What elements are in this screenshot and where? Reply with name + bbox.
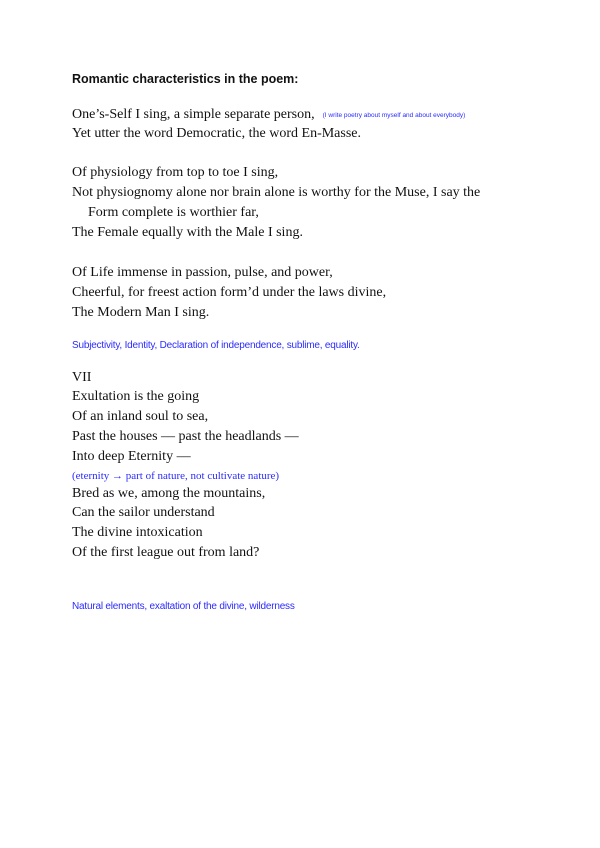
poem-line: Can the sailor understand [72, 505, 215, 520]
annotation: (I write poetry about myself and about everybody) [322, 112, 466, 119]
poem-line: Cheerful, for freest action form’d under the laws divine, [72, 285, 387, 300]
poem-line: The Modern Man I sing. [72, 305, 210, 320]
poem-line: The Female equally with the Male I sing. [72, 225, 303, 240]
poem-line: Of physiology from top to toe I sing, [72, 165, 279, 180]
section-numeral: VII [72, 370, 92, 385]
annotation: Subjectivity, Identity, Declaration of independence, sublime, equality. [72, 340, 360, 351]
heading: Romantic characteristics in the poem: [72, 72, 299, 86]
poem-line: Into deep Eternity — [72, 449, 191, 464]
annotation: Natural elements, exaltation of the divine, wilderness [72, 601, 295, 612]
poem-line: Of the first league out from land? [72, 545, 260, 560]
annotation: (eternity → part of nature, not cultivate nature) [72, 470, 280, 482]
poem-line: Bred as we, among the mountains, [72, 486, 266, 501]
poem-line: Exultation is the going [72, 389, 200, 404]
poem-line: Not physiognomy alone nor brain alone is worthy for the Muse, I say the [72, 185, 481, 200]
poem-line: Of Life immense in passion, pulse, and power, [72, 265, 333, 280]
poem-line: The divine intoxication [72, 525, 203, 540]
poem-line-text: One’s-Self I sing, a simple separate person, [72, 107, 315, 122]
poem-line: Form complete is worthier far, [88, 205, 259, 220]
poem-line [72, 107, 465, 124]
poem-line: Yet utter the word Democratic, the word En-Masse. [72, 126, 362, 141]
poem-line: Past the houses — past the headlands — [72, 429, 299, 444]
poem-line: Of an inland soul to sea, [72, 409, 209, 424]
